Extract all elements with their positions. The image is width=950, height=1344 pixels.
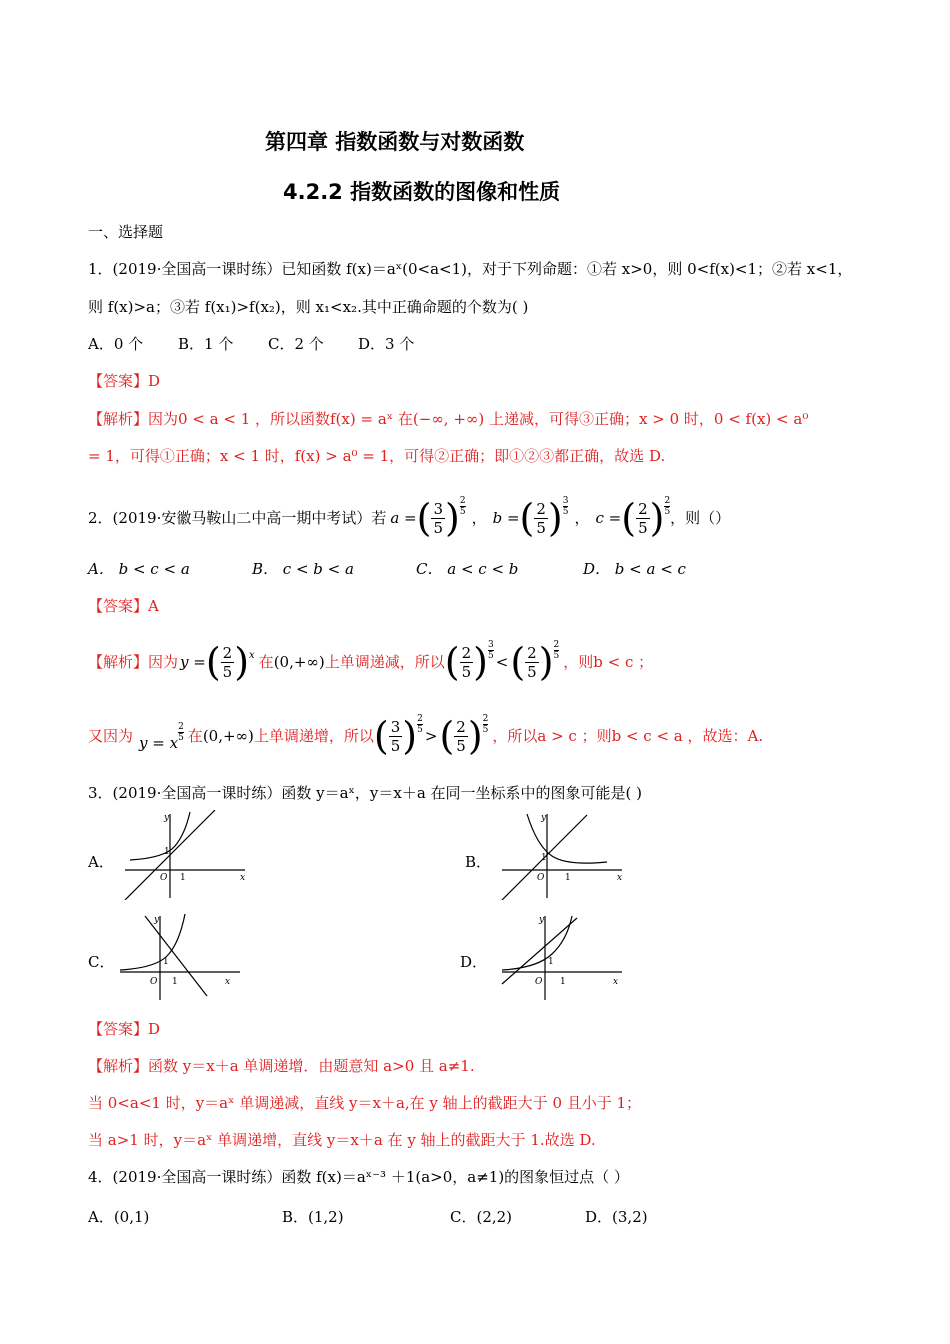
less-than: <	[495, 653, 509, 671]
q2-analysis2-mid: 在	[187, 727, 203, 745]
paren-left: (	[444, 640, 460, 684]
q2-analysis1-prefix: 【解析】因为	[88, 653, 179, 671]
svg-text:1: 1	[541, 853, 547, 863]
q2-b-label: b =	[492, 509, 520, 527]
q2-exp-a: 2 5	[459, 495, 466, 517]
paren-right: )	[547, 496, 563, 540]
one-y-label: 1	[164, 847, 170, 857]
paren-left: (	[510, 640, 526, 684]
q2-stem	[88, 495, 731, 540]
paren-right: )	[473, 640, 488, 684]
q4-option-d: D．(3,2)	[585, 1208, 648, 1226]
svg-text:x: x	[225, 977, 231, 987]
comma: ，	[471, 509, 487, 527]
q2-analysis1-mid: 在	[258, 653, 274, 671]
q2-a1-frac: $\frac{2}{5}$	[222, 643, 233, 681]
y-label: y	[164, 813, 170, 823]
paren-right: )	[402, 714, 418, 758]
paren-left: (	[205, 640, 221, 684]
q3-graph-a	[120, 810, 250, 900]
paren-left: (	[519, 496, 535, 540]
q2-exp-b: 3 5	[562, 495, 569, 517]
q3-option-a-label: A．	[88, 853, 114, 871]
q1-answer: 【答案】D	[88, 372, 161, 390]
q2-a1-frac3: $\frac{2}{5}$	[527, 643, 537, 681]
q3-option-c-label: C．	[88, 953, 115, 971]
q2-option-d: D． b < a < c	[583, 560, 686, 578]
q4-option-b: B．(1,2)	[282, 1208, 344, 1226]
paren-left: (	[439, 714, 455, 758]
q1-analysis-line1: 【解析】因为0 < a < 1 ，所以函数f(x) = aˣ 在(−∞, +∞) 上递减，可得③正确；x > 0 时，0 < f(x) < a⁰	[88, 410, 809, 428]
svg-text:1: 1	[560, 977, 566, 987]
q2-interval: (0,+∞)	[273, 653, 325, 671]
section-label: 一、选择题	[88, 223, 164, 241]
svg-text:y: y	[154, 915, 160, 925]
exp-2-5: 2 5	[178, 721, 184, 743]
exp-2-5: 2 5	[553, 639, 560, 661]
q2-analysis1-end: ，则b < c ；	[563, 653, 654, 671]
exp-curve	[130, 812, 190, 860]
q3-stem: 3．(2019·全国高一课时练）函数 y＝aˣ，y＝x＋a 在同一坐标系中的图象可能是( )	[88, 784, 642, 802]
q2-frac-c: $\frac{2}{5}$	[638, 499, 648, 537]
q2-analysis2-end: ，所以a > c ；则b < c < a ，故选：A.	[492, 727, 764, 745]
paren-left: (	[621, 496, 637, 540]
q2-analysis-line2	[88, 714, 763, 758]
q3-analysis-line2: 当 0<a<1 时，y＝aˣ 单调递减，直线 y＝x＋a,在 y 轴上的截距大于 0 且小于 1；	[88, 1094, 642, 1112]
paren-right: )	[467, 714, 483, 758]
q2-a1-frac2: $\frac{2}{5}$	[461, 643, 472, 681]
one-x-label: 1	[180, 873, 186, 883]
q2-answer: 【答案】A	[88, 597, 159, 615]
exp-2-5: 2 5	[482, 713, 489, 735]
svg-text:O: O	[537, 873, 545, 883]
q2-frac-b: $\frac{2}{5}$	[536, 499, 546, 537]
q4-option-c: C．(2,2)	[450, 1208, 513, 1226]
q2-exp-c: 2 5	[664, 495, 671, 517]
x-label: x	[240, 873, 246, 883]
q2-a-label: a =	[390, 509, 417, 527]
comma: ，	[574, 509, 590, 527]
q3-option-d-label: D．	[460, 953, 488, 971]
svg-text:y: y	[541, 813, 547, 823]
exp-x: x	[249, 650, 255, 661]
q1-option-a: A．0 个	[88, 335, 144, 353]
section-title: 4.2.2 指数函数的图像和性质	[283, 180, 561, 204]
q3-option-b-label: B．	[465, 853, 492, 871]
paren-right: )	[234, 640, 250, 684]
q2-analysis2-mid2: 上单调递增，所以	[253, 727, 374, 745]
q1-analysis-line2: = 1，可得①正确；x < 1 时，f(x) > a⁰ = 1，可得②正确；即①②③都正确，故选 D.	[88, 447, 666, 465]
paren-left: (	[373, 714, 389, 758]
q1-option-d: D．3 个	[358, 335, 415, 353]
q2-analysis1-y: y =	[180, 653, 206, 671]
svg-text:x: x	[617, 873, 623, 883]
q2-option-a: A． b < c < a	[88, 560, 190, 578]
q3-analysis-line3: 当 a>1 时，y＝aˣ 单调递增，直线 y＝x＋a 在 y 轴上的截距大于 1.故选 D.	[88, 1131, 596, 1149]
svg-text:x: x	[613, 977, 619, 987]
q1-option-c: C．2 个	[268, 335, 324, 353]
q4-stem: 4．(2019·全国高一课时练）函数 f(x)＝aˣ⁻³ ＋1(a>0，a≠1)的图象恒过点（ ）	[88, 1168, 629, 1186]
q4-option-a: A．(0,1)	[88, 1208, 150, 1226]
q3-graph-c	[115, 912, 245, 1002]
q3-graph-d	[497, 912, 627, 1002]
q2-c-label: c =	[595, 509, 622, 527]
greater-than: >	[424, 727, 438, 745]
q3-analysis-line1: 【解析】函数 y＝x＋a 单调递增．由题意知 a>0 且 a≠1.	[88, 1057, 475, 1075]
paren-right: )	[445, 496, 460, 540]
q1-stem-line1: 1．(2019·全国高一课时练）已知函数 f(x)＝aˣ(0<a<1)，对于下列命题：①若 x>0，则 0<f(x)<1；②若 x<1，	[88, 260, 853, 278]
q2-stem-prefix: 2．(2019·安徽马鞍山二中高一期中考试）若	[88, 509, 387, 527]
paren-right: )	[538, 640, 554, 684]
q2-stem-suffix: ，则（）	[670, 509, 731, 527]
svg-text:1: 1	[163, 957, 169, 967]
q2-a2-frac2: $\frac{2}{5}$	[456, 717, 466, 755]
q2-interval2: (0,+∞)	[202, 727, 254, 745]
svg-text:1: 1	[172, 977, 178, 987]
q2-analysis-line1	[88, 640, 653, 684]
paren-left: (	[416, 496, 432, 540]
q2-option-b: B． c < b < a	[252, 560, 354, 578]
svg-text:O: O	[150, 977, 158, 987]
q3-graph-b	[497, 810, 627, 900]
q2-a2-frac: $\frac{3}{5}$	[390, 717, 401, 755]
q1-stem-line2: 则 f(x)>a；③若 f(x₁)>f(x₂)，则 x₁<x₂.其中正确命题的个数为( )	[88, 298, 529, 316]
q1-option-b: B．1 个	[178, 335, 234, 353]
q2-analysis1-mid2: 上单调递减，所以	[324, 653, 445, 671]
svg-text:1: 1	[548, 957, 554, 967]
origin-label: O	[160, 873, 168, 883]
q2-option-c: C． a < c < b	[416, 560, 519, 578]
paren-right: )	[649, 496, 665, 540]
exp-3-5: 3 5	[488, 639, 494, 661]
svg-text:O: O	[535, 977, 543, 987]
chapter-title: 第四章 指数函数与对数函数	[265, 130, 525, 154]
q2-analysis2-y: y = x	[139, 734, 179, 752]
q2-frac-a: $\frac{3}{5}$	[433, 499, 443, 537]
exp-2-5: 2 5	[417, 713, 423, 735]
q2-analysis2-prefix: 又因为	[88, 727, 134, 745]
q3-answer: 【答案】D	[88, 1020, 161, 1038]
svg-text:1: 1	[565, 873, 571, 883]
svg-text:y: y	[539, 915, 545, 925]
